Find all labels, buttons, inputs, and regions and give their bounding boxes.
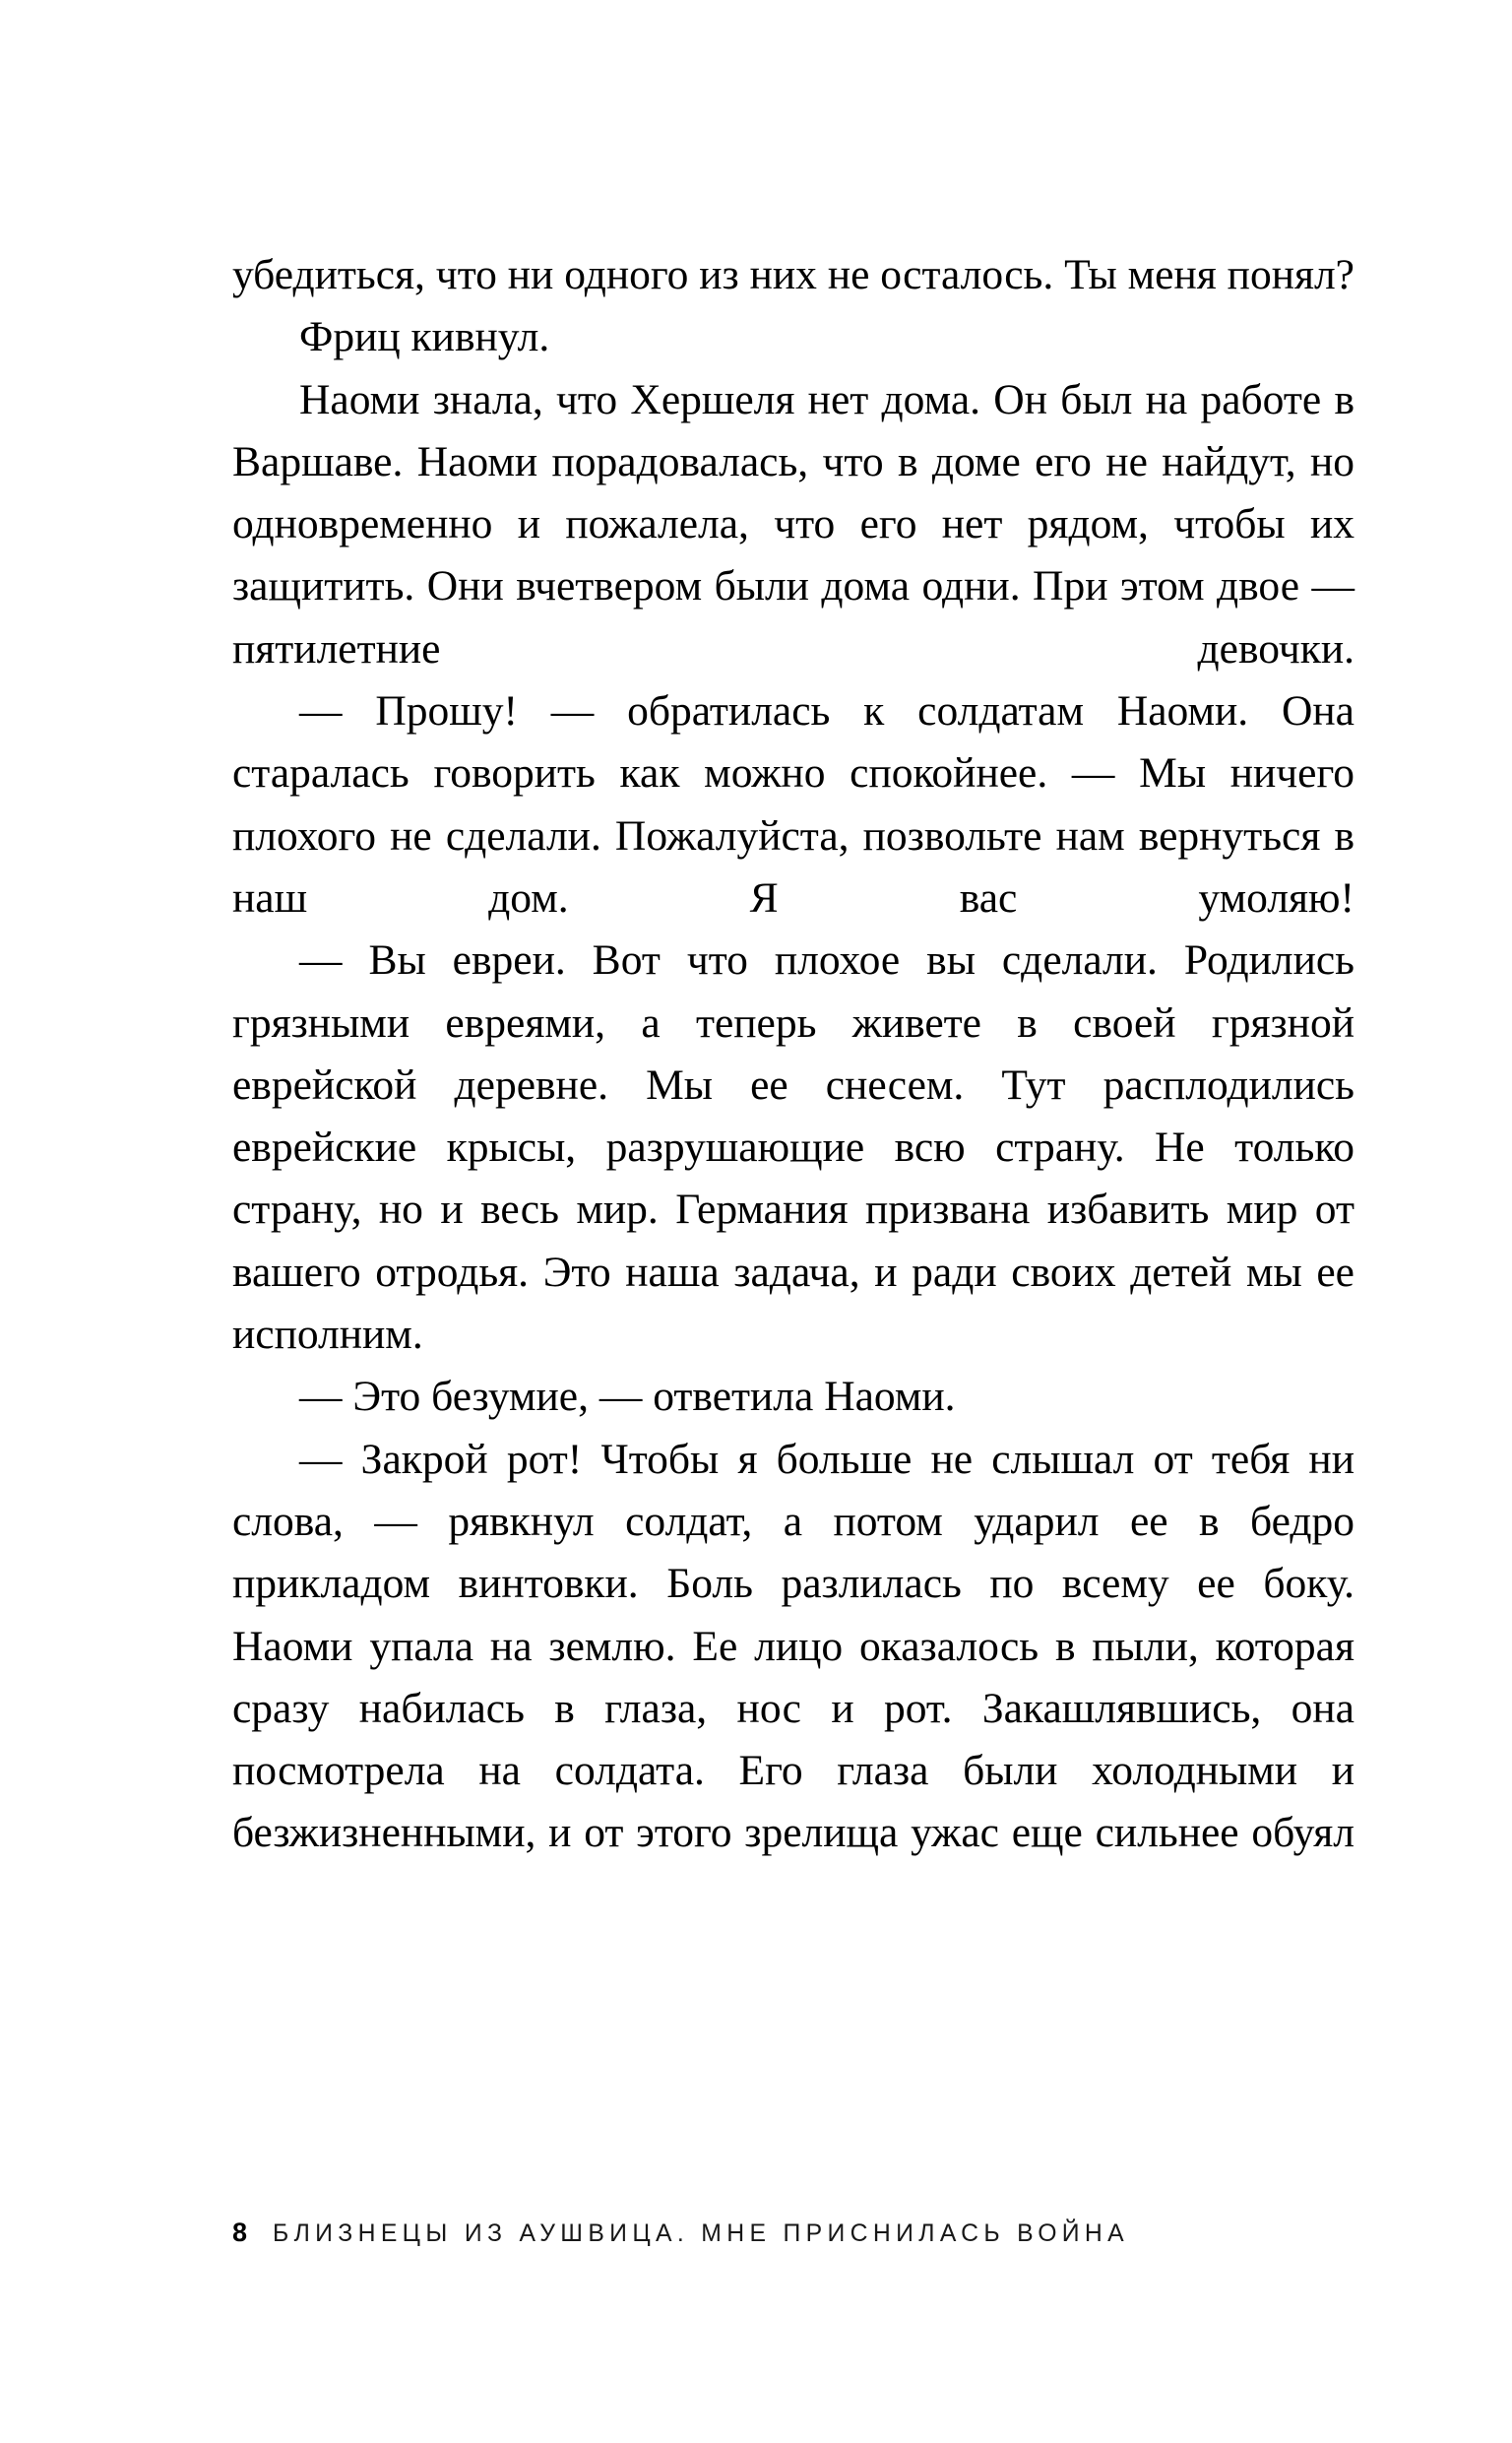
running-head: БЛИЗНЕЦЫ ИЗ АУШВИЦА. МНЕ ПРИСНИЛАСЬ ВОЙНА: [273, 2219, 1130, 2247]
page-number: 8: [232, 2218, 248, 2247]
page-footer: [232, 2219, 1354, 2246]
paragraph-5: — Вы евреи. Вот что плохое вы сделали. Родились грязными евреями, а теперь живете в своей грязной еврейской деревне. Мы ее снесем. Тут расплодились еврейские крысы, разрушающие всю страну. Не только страну, но и весь мир. Германия призвана избавить мир от вашего отродья. Это наша задача, и ради своих детей мы ее исполним.: [232, 936, 1354, 1359]
paragraph-1: убедиться, что ни одного из них не осталось. Ты меня понял?: [232, 251, 1354, 298]
paragraph-7: — Закрой рот! Чтобы я больше не слышал от тебя ни слова, — рявкнул солдат, а потом ударил ее в бедро прикладом винтовки. Боль разлилась по всему ее боку. Наоми упала на землю. Ее лицо оказалось в пыли, которая сразу набилась в глаза, нос и рот. Закашлявшись, она посмотрела на солдата. Его глаза были холодными и безжизненными, и от этого зрелища ужас еще сильнее обуял: [232, 1435, 1354, 1857]
paragraph-4: — Прошу! — обратилась к солдатам Наоми. Она старалась говорить как можно спокойнее. — Мы ничего плохого не сделали. Пожалуйста, позвольте нам вернуться в наш дом. Я вас умоляю!: [232, 687, 1354, 922]
paragraph-6: — Это безумие, — ответила Наоми.: [299, 1373, 956, 1421]
paragraph-2: Фриц кивнул.: [299, 313, 550, 361]
paragraph-3: Наоми знала, что Хершеля нет дома. Он был на работе в Варшаве. Наоми порадовалась, что в доме его не найдут, но одновременно и пожалела, что его нет рядом, чтобы их защитить. Они вчетвером были дома одни. При этом двое — пятилетние девочки.: [232, 375, 1354, 673]
page-text-column: [232, 244, 1354, 1865]
